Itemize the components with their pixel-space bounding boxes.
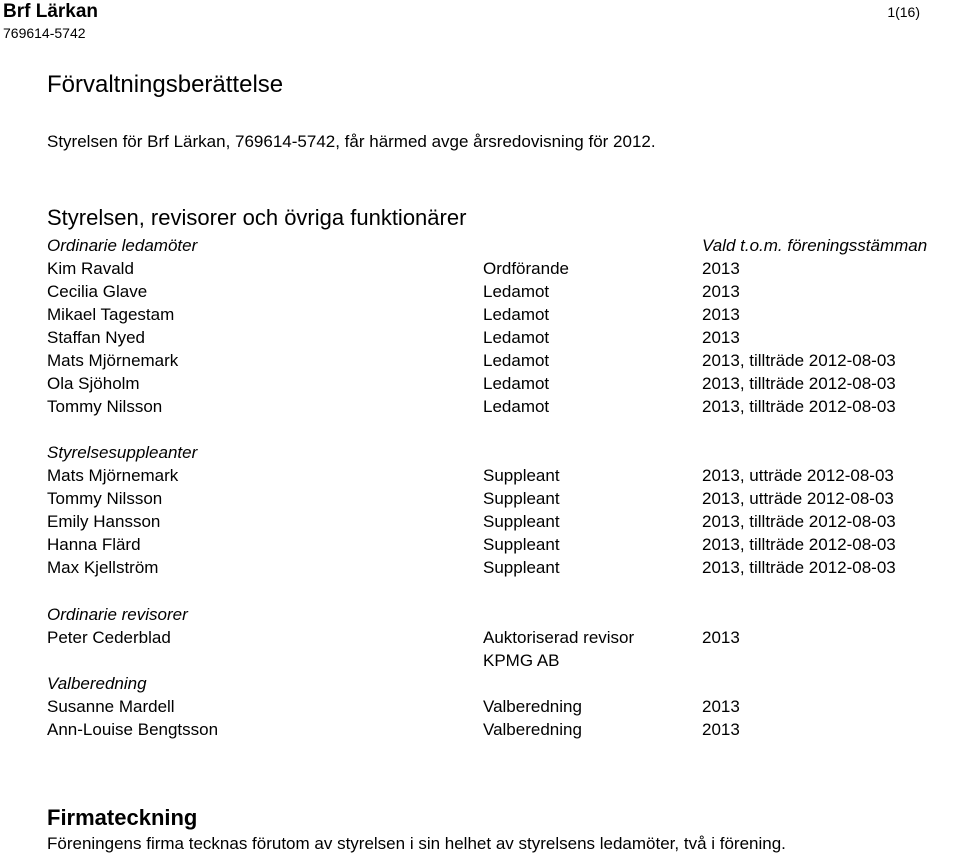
intro-paragraph: Styrelsen för Brf Lärkan, 769614-5742, får härmed avge årsredovisning för 2012.: [47, 132, 656, 151]
member-role: Suppleant: [483, 558, 560, 577]
table-row: [0, 397, 960, 420]
member-role: Valberedning: [483, 697, 582, 716]
member-name: Ola Sjöholm: [47, 374, 140, 393]
member-name: Mats Mjörnemark: [47, 351, 179, 370]
member-name: Mats Mjörnemark: [47, 466, 179, 485]
member-name: Tommy Nilsson: [47, 397, 163, 416]
footer-text: Föreningens firma tecknas förutom av styrelsen i sin helhet av styrelsens ledamöter, två i förening.: [47, 834, 786, 853]
member-term: 2013: [702, 305, 740, 324]
term-column-header: Vald t.o.m. föreningsstämman: [702, 236, 928, 255]
member-term: 2013, utträde 2012-08-03: [702, 489, 894, 508]
table-row: [0, 466, 960, 489]
member-term: 2013, tillträde 2012-08-03: [702, 558, 896, 577]
group-label-row: [0, 443, 960, 466]
member-term: 2013: [702, 328, 740, 347]
member-name: Emily Hansson: [47, 512, 161, 531]
table-row: [0, 628, 960, 651]
table-row: [0, 259, 960, 282]
member-term: 2013, tillträde 2012-08-03: [702, 374, 896, 393]
group-label: Ordinarie revisorer: [47, 605, 188, 624]
member-name: Max Kjellström: [47, 558, 159, 577]
member-term: 2013, tillträde 2012-08-03: [702, 512, 896, 531]
org-name: Brf Lärkan: [3, 1, 99, 22]
table-row: [0, 558, 960, 581]
member-role: Ledamot: [483, 397, 550, 416]
member-term: 2013, utträde 2012-08-03: [702, 466, 894, 485]
member-term: 2013, tillträde 2012-08-03: [702, 351, 896, 370]
table-row: [0, 512, 960, 535]
member-role: Ordförande: [483, 259, 569, 278]
member-role: Ledamot: [483, 374, 550, 393]
table-row: [0, 351, 960, 374]
member-role: Suppleant: [483, 466, 560, 485]
table-row: [0, 720, 960, 743]
member-name: Kim Ravald: [47, 259, 134, 278]
table-row: [0, 305, 960, 328]
member-role: Ledamot: [483, 282, 550, 301]
group-label: Valberedning: [47, 674, 147, 693]
table-row: [0, 697, 960, 720]
group-label-row: [0, 674, 960, 697]
member-term: 2013, tillträde 2012-08-03: [702, 535, 896, 554]
member-name: Tommy Nilsson: [47, 489, 163, 508]
table-row: [0, 328, 960, 351]
footer-heading: Firmateckning: [47, 805, 198, 830]
org-number: 769614-5742: [3, 25, 86, 41]
member-name: Susanne Mardell: [47, 697, 175, 716]
member-name: Peter Cederblad: [47, 628, 171, 647]
group-label-row: [0, 605, 960, 628]
member-term: 2013: [702, 720, 740, 739]
member-name: Hanna Flärd: [47, 535, 141, 554]
member-role: Valberedning: [483, 720, 582, 739]
member-term: 2013: [702, 282, 740, 301]
table-row: [0, 535, 960, 558]
member-role: Auktoriserad revisor: [483, 628, 635, 647]
table-row: [0, 651, 960, 674]
member-name: Ann-Louise Bengtsson: [47, 720, 219, 739]
page-title: Förvaltningsberättelse: [47, 71, 284, 98]
table-row: [0, 374, 960, 397]
member-name: Cecilia Glave: [47, 282, 148, 301]
member-term: 2013, tillträde 2012-08-03: [702, 397, 896, 416]
member-role: Suppleant: [483, 489, 560, 508]
member-term: 2013: [702, 628, 740, 647]
member-role: KPMG AB: [483, 651, 560, 670]
member-name: Staffan Nyed: [47, 328, 145, 347]
table-row: [0, 489, 960, 512]
member-term: 2013: [702, 259, 740, 278]
member-role: Ledamot: [483, 328, 550, 347]
member-term: 2013: [702, 697, 740, 716]
member-role: Suppleant: [483, 512, 560, 531]
member-role: Ledamot: [483, 351, 550, 370]
section-heading: Styrelsen, revisorer och övriga funktionärer: [47, 205, 467, 230]
member-role: Suppleant: [483, 535, 560, 554]
table-row: [0, 282, 960, 305]
group-label: Styrelsesuppleanter: [47, 443, 198, 462]
member-name: Mikael Tagestam: [47, 305, 175, 324]
member-role: Ledamot: [483, 305, 550, 324]
page-number: 1(16): [887, 4, 920, 20]
group-label: Ordinarie ledamöter: [47, 236, 198, 255]
